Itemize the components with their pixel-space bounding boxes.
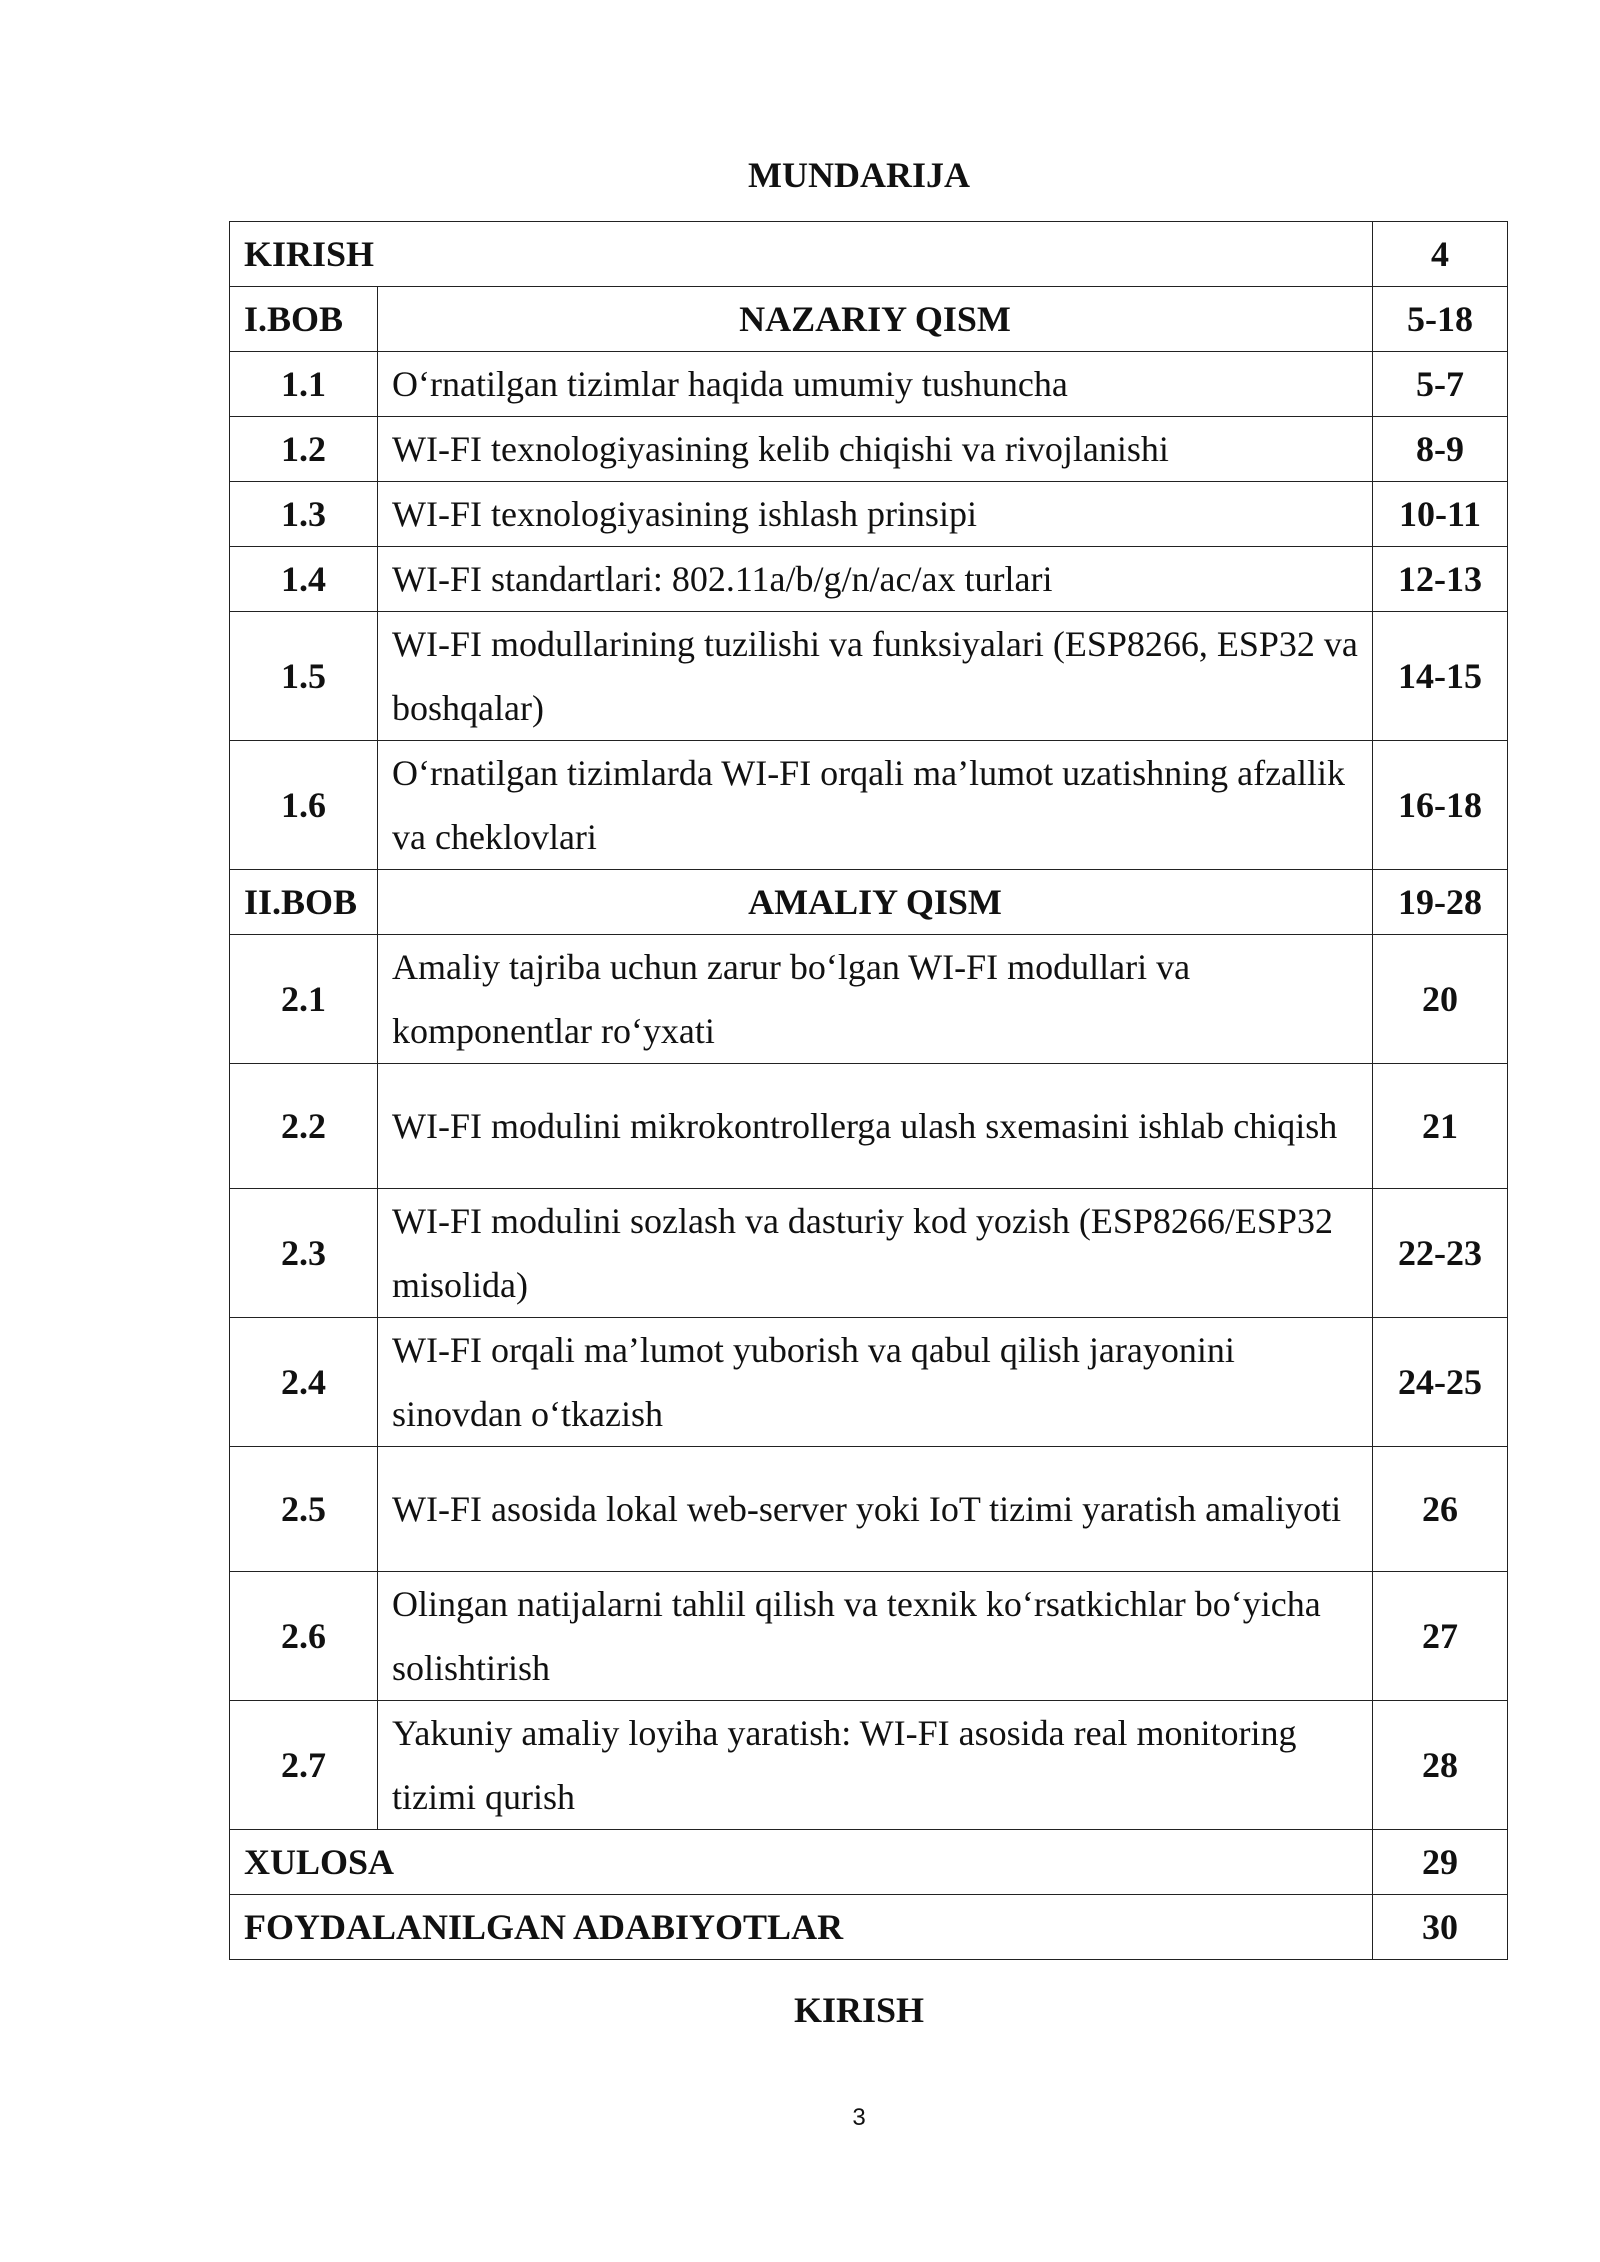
toc-item-num: 1.6 <box>230 741 378 870</box>
toc-row <box>230 1447 1508 1572</box>
toc-references-label: FOYDALANILGAN ADABIYOTLAR <box>230 1895 1373 1960</box>
toc-item-num: 2.6 <box>230 1572 378 1701</box>
toc-item-title: WI-FI asosida lokal web-server yoki IoT tizimi yaratish amaliyoti <box>378 1447 1373 1572</box>
toc-item-num: 1.4 <box>230 547 378 612</box>
toc-item-title: Olingan natijalarni tahlil qilish va texnik ko‘rsatkichlar bo‘yicha solishtirish <box>378 1572 1373 1701</box>
toc-item-num: 2.4 <box>230 1318 378 1447</box>
toc-item-page: 28 <box>1373 1701 1508 1830</box>
page-number: 3 <box>852 2104 866 2131</box>
toc-item-title: WI-FI modullarining tuzilishi va funksiyalari (ESP8266, ESP32 va boshqalar) <box>378 612 1373 741</box>
toc-item-page: 8-9 <box>1373 417 1508 482</box>
toc-item-num: 2.7 <box>230 1701 378 1830</box>
toc-row <box>230 1572 1508 1701</box>
toc-item-page: 14-15 <box>1373 612 1508 741</box>
toc-row-intro <box>230 222 1508 287</box>
toc-item-title: WI-FI texnologiyasining ishlash prinsipi <box>378 482 1373 547</box>
toc-item-page: 12-13 <box>1373 547 1508 612</box>
toc-row-chapter1 <box>230 287 1508 352</box>
toc-item-page: 20 <box>1373 935 1508 1064</box>
toc-chapter2-page: 19-28 <box>1373 870 1508 935</box>
toc-references-page: 30 <box>1373 1895 1508 1960</box>
toc-item-page: 22-23 <box>1373 1189 1508 1318</box>
toc-conclusion-label: XULOSA <box>230 1830 1373 1895</box>
toc-item-title: WI-FI orqali ma’lumot yuborish va qabul qilish jarayonini sinovdan o‘tkazish <box>378 1318 1373 1447</box>
toc-row <box>230 352 1508 417</box>
toc-item-title: O‘rnatilgan tizimlar haqida umumiy tushuncha <box>378 352 1373 417</box>
toc-row <box>230 1189 1508 1318</box>
toc-chapter1-page: 5-18 <box>1373 287 1508 352</box>
toc-item-num: 1.2 <box>230 417 378 482</box>
toc-row <box>230 1064 1508 1189</box>
toc-item-page: 16-18 <box>1373 741 1508 870</box>
toc-intro-label: KIRISH <box>230 222 1373 287</box>
toc-chapter1-title: NAZARIY QISM <box>378 287 1373 352</box>
toc-item-num: 2.5 <box>230 1447 378 1572</box>
toc-item-page: 24-25 <box>1373 1318 1508 1447</box>
toc-chapter2-num: II.BOB <box>230 870 378 935</box>
toc-chapter1-num: I.BOB <box>230 287 378 352</box>
toc-row <box>230 741 1508 870</box>
toc-intro-page: 4 <box>1373 222 1508 287</box>
toc-conclusion-page: 29 <box>1373 1830 1508 1895</box>
page-title: MUNDARIJA <box>748 155 970 195</box>
toc-item-title: Amaliy tajriba uchun zarur bo‘lgan WI-FI modullari va komponentlar ro‘yxati <box>378 935 1373 1064</box>
toc-item-num: 2.3 <box>230 1189 378 1318</box>
toc-item-page: 26 <box>1373 1447 1508 1572</box>
toc-row <box>230 1318 1508 1447</box>
toc-item-num: 2.2 <box>230 1064 378 1189</box>
toc-item-num: 2.1 <box>230 935 378 1064</box>
section-heading-intro: KIRISH <box>793 1990 925 2030</box>
toc-item-title: Yakuniy amaliy loyiha yaratish: WI-FI asosida real monitoring tizimi qurish <box>378 1701 1373 1830</box>
toc-row <box>230 482 1508 547</box>
toc-item-title: WI-FI modulini sozlash va dasturiy kod yozish (ESP8266/ESP32 misolida) <box>378 1189 1373 1318</box>
toc-row-chapter2 <box>230 870 1508 935</box>
toc-item-page: 5-7 <box>1373 352 1508 417</box>
table-of-contents <box>229 221 1508 1960</box>
toc-row-references <box>230 1895 1508 1960</box>
toc-row <box>230 935 1508 1064</box>
toc-item-title: O‘rnatilgan tizimlarda WI-FI orqali ma’lumot uzatishning afzallik va cheklovlari <box>378 741 1373 870</box>
toc-row <box>230 1701 1508 1830</box>
toc-item-page: 10-11 <box>1373 482 1508 547</box>
toc-row <box>230 417 1508 482</box>
toc-item-num: 1.1 <box>230 352 378 417</box>
toc-item-num: 1.3 <box>230 482 378 547</box>
toc-item-title: WI-FI standartlari: 802.11a/b/g/n/ac/ax turlari <box>378 547 1373 612</box>
toc-row <box>230 612 1508 741</box>
toc-row-conclusion <box>230 1830 1508 1895</box>
toc-item-title: WI-FI texnologiyasining kelib chiqishi va rivojlanishi <box>378 417 1373 482</box>
toc-item-page: 21 <box>1373 1064 1508 1189</box>
toc-item-page: 27 <box>1373 1572 1508 1701</box>
toc-item-title: WI-FI modulini mikrokontrollerga ulash sxemasini ishlab chiqish <box>378 1064 1373 1189</box>
toc-row <box>230 547 1508 612</box>
toc-chapter2-title: AMALIY QISM <box>378 870 1373 935</box>
toc-item-num: 1.5 <box>230 612 378 741</box>
